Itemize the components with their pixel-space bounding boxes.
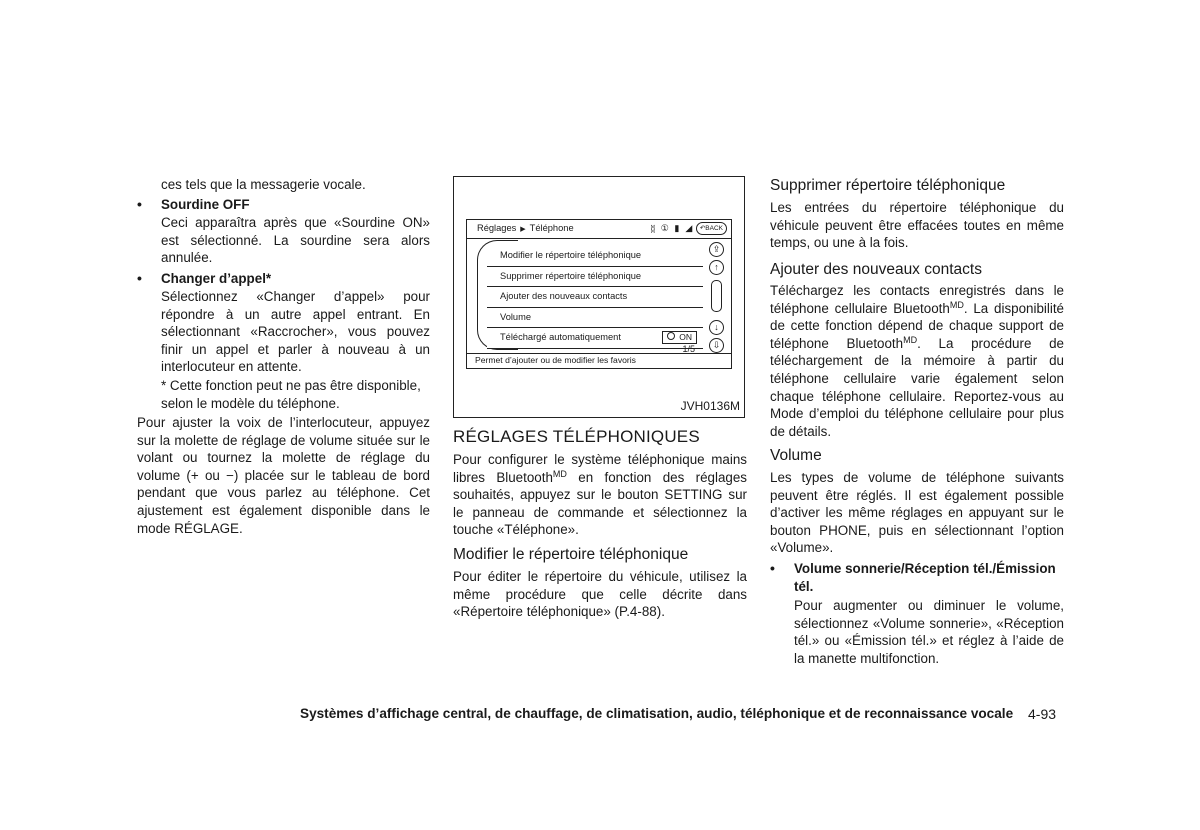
footnote: * Cette fonction peut ne pas être disponible, selon le modèle du téléphone. (161, 378, 421, 411)
triangle-right-icon: ▶ (520, 226, 526, 233)
ajouter-contacts-text: Téléchargez les contacts enregistrés dans le téléphone cellulaire Bluetooth$^{MD}$. La disponibilité de cette fonction dépend de chaque support de téléphone Bluetooth$^{MD}$. La procédure de téléchargement de la mémoire à partir du téléphone cellulaire varie également selon chaque téléphone cellulaire. Reportez-vous au Mode d’emploi du téléphone cellulaire pour plus de détails. (770, 283, 1064, 439)
scroll-bottom-icon[interactable]: ⇩ (709, 338, 724, 353)
subheading-modifier-repertoire: Modifier le répertoire téléphonique (453, 546, 689, 563)
breadcrumb-current: Téléphone (529, 223, 574, 233)
subheading-ajouter-contacts: Ajouter des nouveaux contacts (770, 261, 982, 278)
menu-item-supprimer-repertoire[interactable]: Supprimer répertoire téléphonique (487, 267, 703, 288)
menu-item-telecharge-auto[interactable]: Téléchargé automatiquement ON (487, 328, 703, 349)
status-icons (648, 222, 727, 235)
breadcrumb-parent[interactable]: Réglages (477, 223, 517, 233)
bullet-changer-appel-title: • Changer d’appel* (137, 270, 430, 288)
bullet-sourdine-off-text: Ceci apparaîtra après que «Sourdine ON» est sélectionné. La sourdine sera alors annulée. (161, 215, 430, 266)
display-screen (466, 219, 732, 369)
section-heading: RÉGLAGES TÉLÉPHONIQUES (453, 427, 700, 446)
screen-figure (453, 176, 745, 418)
bullet-changer-appel-text: Sélectionnez «Changer d’appel» pour répondre à un autre appel entrant. En sélectionnant «Raccrocher», vous pouvez finir un appel et parler à nouveau à un interlocuteur en attente. (161, 289, 430, 375)
bullet-volume-text: Pour augmenter ou diminuer le volume, sélectionnez «Volume sonnerie», «Réception tél.» ou «Émission tél.» et réglez à l’aide de la manette multifonction. (794, 598, 1064, 666)
phone-circle-icon: ① (660, 223, 669, 233)
figure-code: JVH0136M (680, 399, 740, 413)
supprimer-repertoire-text: Les entrées du répertoire téléphonique du véhicule peuvent être effacées toutes en même temps, ou une à la fois. (770, 200, 1064, 251)
page-number: 4-93 (1028, 706, 1057, 722)
page-indicator: 1/5 (682, 344, 695, 354)
scroll-up-icon[interactable]: ↑ (709, 260, 724, 275)
bullet-volume-title: • Volume sonnerie/Réception tél./Émission tél. (770, 560, 1064, 595)
menu-item-volume[interactable]: Volume (487, 308, 703, 329)
scroll-top-icon[interactable]: ⇪ (709, 242, 724, 257)
battery-icon: ▮ (674, 223, 680, 233)
back-button[interactable]: ↶BACK (696, 222, 727, 235)
volume-paragraph: Pour ajuster la voix de l’interlocuteur, appuyez sur la molette de réglage de volume située sur le volant ou tournez la molette de réglage du volume (+ ou −) placée sur le tableau de bord pendant que vous parlez au téléphone. Cet ajustement est également disponible dans le mode RÉGLAGE. (137, 415, 430, 536)
bullet-sourdine-off-title: • Sourdine OFF (137, 196, 430, 214)
footer-title: Systèmes d’affichage central, de chauffage, de climatisation, audio, téléphonique et de reconnaissance vocale (300, 706, 1014, 721)
signal-icon: ◢ (685, 223, 693, 233)
auto-download-toggle[interactable]: ON (662, 331, 697, 344)
screen-header (467, 220, 731, 239)
continuation-text: ces tels que la messagerie vocale. (161, 177, 366, 192)
modifier-repertoire-text: Pour éditer le répertoire du véhicule, utilisez la même procédure que celle décrite dans «Répertoire téléphonique» (P.4-88). (453, 569, 747, 620)
section-intro: Pour configurer le système téléphonique mains libres Bluetooth$^{MD}$ en fonction des réglages souhaités, appuyez sur le bouton SETTING sur le panneau de commande et sélectionnez la touche «Téléphone». (453, 452, 747, 538)
menu-item-ajouter-contacts[interactable]: Ajouter des nouveaux contacts (487, 287, 703, 308)
volume-text: Les types de volume de téléphone suivants peuvent être réglés. Il est également possible d’activer les même réglages en appuyant sur le bouton PHONE, puis en sélectionnant l’option «Volume». (770, 470, 1064, 556)
subheading-volume: Volume (770, 447, 822, 464)
menu-item-modifier-repertoire[interactable]: Modifier le répertoire téléphonique (487, 246, 703, 267)
side-controls (707, 242, 727, 352)
scrollbar[interactable] (711, 280, 722, 312)
bluetooth-icon: ᛥ (650, 223, 656, 234)
scroll-down-icon[interactable]: ↓ (709, 320, 724, 335)
settings-menu (487, 246, 703, 349)
subheading-supprimer-repertoire: Supprimer répertoire téléphonique (770, 177, 1006, 194)
breadcrumb (477, 223, 574, 233)
indicator-circle-icon (667, 332, 675, 340)
help-hint: Permet d’ajouter ou de modifier les favoris (467, 353, 731, 368)
